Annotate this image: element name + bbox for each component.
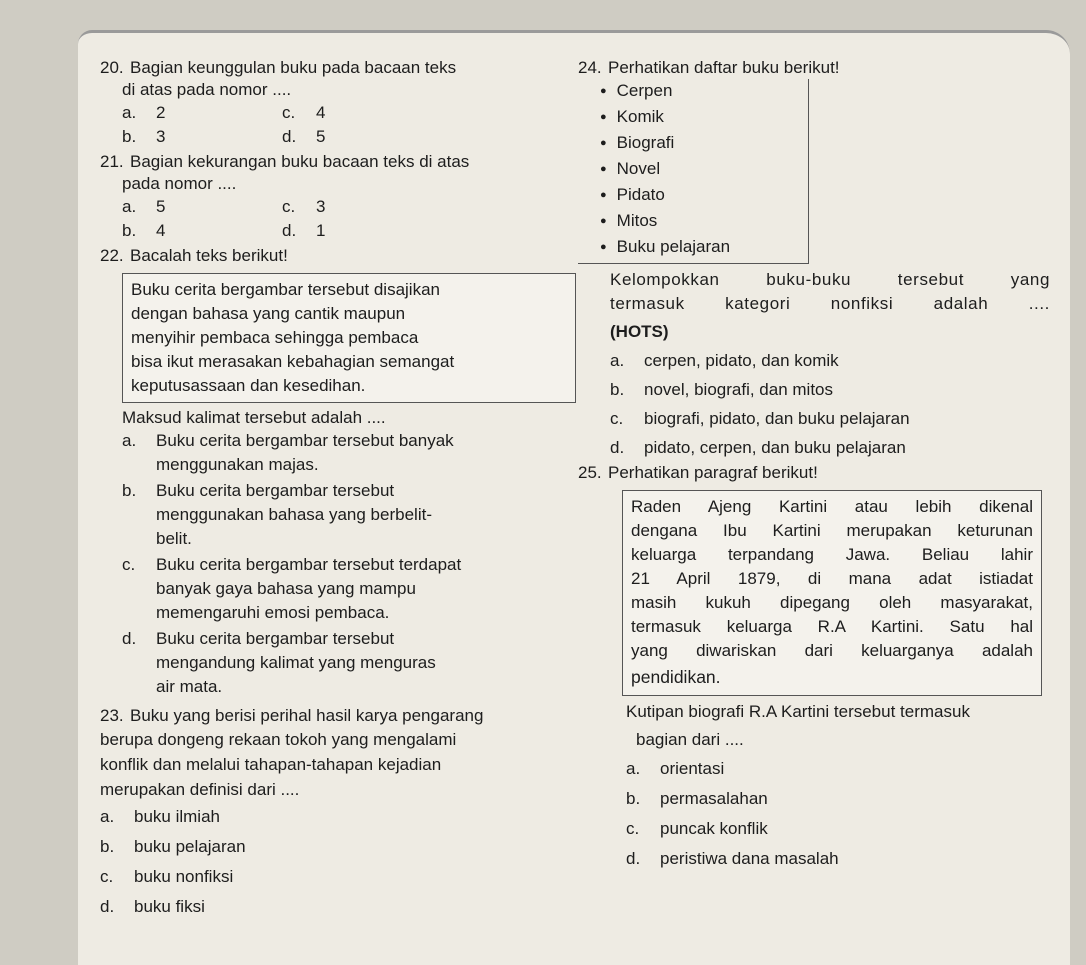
question-text: Maksud kalimat tersebut adalah .... bbox=[122, 408, 386, 427]
option-text: menggunakan majas. bbox=[156, 455, 319, 474]
option-text: orientasi bbox=[660, 759, 725, 778]
option-letter: c. bbox=[610, 409, 624, 428]
paragraph-box bbox=[622, 490, 1042, 696]
option-letter: c. bbox=[282, 103, 296, 122]
option-c[interactable] bbox=[100, 862, 580, 892]
option-row bbox=[100, 125, 570, 149]
book-list-item: ● Biografi bbox=[622, 131, 808, 157]
option-letter: c. bbox=[100, 867, 114, 886]
book-list-item: ● Komik bbox=[622, 105, 808, 131]
option-text: menggunakan bahasa yang berbelit- bbox=[156, 505, 432, 524]
option-text: buku nonfiksi bbox=[134, 867, 234, 886]
box-line: keluarga terpandang Jawa. Beliau lahir bbox=[631, 545, 1033, 564]
box-line: 21 April 1879, di mana adat istiadat bbox=[631, 569, 1033, 588]
question-text: termasuk kategori nonfiksi adalah .... bbox=[610, 294, 1050, 313]
option-b[interactable]: 4 bbox=[156, 221, 166, 240]
question-number: 20. bbox=[100, 58, 124, 77]
box-line: Buku cerita bergambar tersebut disajikan bbox=[131, 280, 440, 299]
book-list bbox=[578, 79, 809, 264]
option-c[interactable]: 3 bbox=[316, 197, 326, 216]
book-list-item: ● Pidato bbox=[622, 183, 808, 209]
option-text: pidato, cerpen, dan buku pelajaran bbox=[644, 438, 906, 457]
option-d[interactable] bbox=[100, 627, 570, 699]
question-number: 25. bbox=[578, 463, 602, 482]
option-text: Buku cerita bergambar tersebut bbox=[156, 481, 395, 500]
box-line: menyihir pembaca sehingga pembaca bbox=[131, 328, 419, 347]
book-list-item: ● Cerpen bbox=[622, 79, 808, 105]
box-line: dengan bahasa yang cantik maupun bbox=[131, 304, 406, 323]
box-line: termasuk keluarga R.A Kartini. Satu hal bbox=[631, 617, 1033, 636]
question-text: merupakan definisi dari .... bbox=[100, 780, 300, 799]
option-letter: d. bbox=[282, 221, 297, 240]
option-d[interactable] bbox=[626, 844, 1056, 874]
option-letter: a. bbox=[122, 197, 137, 216]
option-letter: a. bbox=[610, 351, 625, 370]
option-a[interactable] bbox=[100, 429, 570, 477]
option-text: memengaruhi emosi pembaca. bbox=[156, 603, 390, 622]
question-number: 21. bbox=[100, 152, 124, 171]
option-text: Buku cerita bergambar tersebut bbox=[156, 629, 395, 648]
option-a[interactable] bbox=[626, 754, 1056, 784]
option-letter: b. bbox=[100, 837, 115, 856]
option-text: peristiwa dana masalah bbox=[660, 849, 839, 868]
question-number: 24. bbox=[578, 58, 602, 77]
question-text: Buku yang berisi perihal hasil karya pengarang bbox=[130, 706, 484, 725]
question-20 bbox=[100, 57, 570, 149]
hots-tag: (HOTS) bbox=[610, 322, 669, 341]
option-text: Buku cerita bergambar tersebut terdapat bbox=[156, 555, 462, 574]
option-b[interactable] bbox=[626, 784, 1056, 814]
box-line: yang diwariskan dari keluarganya adalah bbox=[631, 641, 1033, 660]
book-list-item: ● Novel bbox=[622, 157, 808, 183]
question-text: Kelompokkan buku-buku tersebut yang bbox=[610, 270, 1050, 289]
question-23 bbox=[100, 705, 580, 922]
question-number: 22. bbox=[100, 246, 124, 265]
question-25 bbox=[578, 462, 1048, 874]
question-intro: Perhatikan daftar buku berikut! bbox=[608, 58, 840, 77]
option-a[interactable] bbox=[610, 346, 1050, 375]
option-letter: b. bbox=[122, 481, 137, 500]
question-24 bbox=[578, 57, 1048, 462]
option-letter: c. bbox=[122, 555, 136, 574]
option-letter: b. bbox=[626, 789, 641, 808]
option-text: cerpen, pidato, dan komik bbox=[644, 351, 839, 370]
option-letter: c. bbox=[626, 819, 640, 838]
option-d[interactable] bbox=[610, 433, 1050, 462]
question-text: pada nomor .... bbox=[122, 174, 237, 193]
option-c[interactable] bbox=[610, 404, 1050, 433]
question-text: Bagian kekurangan buku bacaan teks di atas bbox=[130, 152, 470, 171]
left-column bbox=[100, 57, 570, 922]
book-list-item: ● Mitos bbox=[622, 209, 808, 235]
question-text: bagian dari .... bbox=[636, 730, 744, 749]
option-b[interactable] bbox=[100, 479, 570, 551]
option-letter: d. bbox=[610, 438, 625, 457]
book-list-item: ● Buku pelajaran bbox=[622, 235, 808, 261]
option-text: puncak konflik bbox=[660, 819, 768, 838]
question-text: Kutipan biografi R.A Kartini tersebut termasuk bbox=[626, 702, 970, 721]
option-text: mengandung kalimat yang menguras bbox=[156, 653, 436, 672]
option-letter: a. bbox=[626, 759, 641, 778]
question-22 bbox=[100, 245, 570, 699]
option-text: buku fiksi bbox=[134, 897, 205, 916]
box-line: masih kukuh dipegang oleh masyarakat, bbox=[631, 593, 1033, 612]
option-d[interactable]: 1 bbox=[316, 221, 326, 240]
option-text: novel, biografi, dan mitos bbox=[644, 380, 833, 399]
option-letter: d. bbox=[282, 127, 297, 146]
option-text: air mata. bbox=[156, 677, 223, 696]
option-d[interactable]: 5 bbox=[316, 127, 326, 146]
option-b[interactable] bbox=[100, 832, 580, 862]
question-number: 23. bbox=[100, 706, 124, 725]
option-a[interactable]: 2 bbox=[156, 103, 166, 122]
option-a[interactable]: 5 bbox=[156, 197, 166, 216]
option-text: permasalahan bbox=[660, 789, 768, 808]
question-21 bbox=[100, 151, 570, 243]
question-intro: Bacalah teks berikut! bbox=[130, 246, 288, 265]
option-text: biografi, pidato, dan buku pelajaran bbox=[644, 409, 910, 428]
option-letter: a. bbox=[122, 103, 137, 122]
box-line: bisa ikut merasakan kebahagian semangat bbox=[131, 352, 455, 371]
question-text: berupa dongeng rekaan tokoh yang mengalami bbox=[100, 730, 457, 749]
option-letter: d. bbox=[626, 849, 641, 868]
option-letter: a. bbox=[100, 807, 115, 826]
question-text: konflik dan melalui tahapan-tahapan kejadian bbox=[100, 755, 442, 774]
option-c[interactable] bbox=[626, 814, 1056, 844]
option-row bbox=[100, 219, 570, 243]
option-letter: a. bbox=[122, 431, 137, 450]
option-letter: d. bbox=[122, 629, 137, 648]
question-intro: Perhatikan paragraf berikut! bbox=[608, 463, 818, 482]
option-text: Buku cerita bergambar tersebut banyak bbox=[156, 431, 454, 450]
option-text: belit. bbox=[156, 529, 192, 548]
option-b[interactable]: 3 bbox=[156, 127, 166, 146]
option-letter: b. bbox=[122, 221, 137, 240]
box-line: keputusassaan dan kesedihan. bbox=[131, 376, 366, 395]
box-line: dengana Ibu Kartini merupakan keturunan bbox=[631, 521, 1033, 540]
right-column bbox=[578, 57, 1048, 874]
option-c[interactable] bbox=[100, 553, 570, 625]
option-c[interactable]: 4 bbox=[316, 103, 326, 122]
option-text: buku ilmiah bbox=[134, 807, 220, 826]
option-letter: b. bbox=[122, 127, 137, 146]
option-text: banyak gaya bahasa yang mampu bbox=[156, 579, 416, 598]
option-row bbox=[100, 195, 570, 219]
option-text: buku pelajaran bbox=[134, 837, 246, 856]
question-text: Bagian keunggulan buku pada bacaan teks bbox=[130, 58, 457, 77]
option-d[interactable] bbox=[100, 892, 580, 922]
option-letter: c. bbox=[282, 197, 296, 216]
option-letter: d. bbox=[100, 897, 115, 916]
question-text: di atas pada nomor .... bbox=[122, 80, 292, 99]
option-letter: b. bbox=[610, 380, 625, 399]
reading-text-box bbox=[122, 273, 576, 403]
option-row bbox=[100, 101, 570, 125]
option-b[interactable] bbox=[610, 375, 1050, 404]
option-a[interactable] bbox=[100, 802, 580, 832]
box-line: Raden Ajeng Kartini atau lebih dikenal bbox=[631, 497, 1033, 516]
box-line: pendidikan. bbox=[631, 667, 721, 687]
